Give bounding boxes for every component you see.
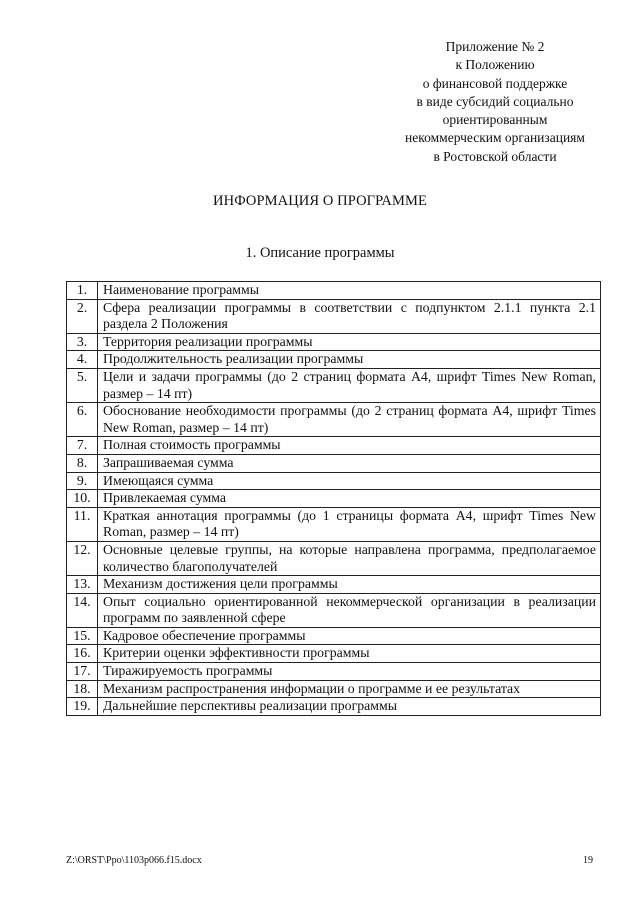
row-number: 10. — [67, 490, 98, 508]
row-description: Территория реализации программы — [98, 333, 601, 351]
table-row — [67, 299, 601, 333]
row-number: 13. — [67, 576, 98, 594]
row-description: Наименование программы — [98, 282, 601, 300]
row-description: Механизм достижения цели программы — [98, 576, 601, 594]
row-description: Краткая аннотация программы (до 1 страницы формата А4, шрифт Times New Roman, размер – 14 пт) — [98, 507, 601, 541]
table-row — [67, 333, 601, 351]
table-row — [67, 282, 601, 300]
table-row — [67, 507, 601, 541]
table-row — [67, 663, 601, 681]
row-description: Продолжительность реализации программы — [98, 351, 601, 369]
row-description: Основные целевые группы, на которые направлена программа, предполагаемое количество благополучателей — [98, 541, 601, 575]
row-number: 7. — [67, 437, 98, 455]
table-row — [67, 437, 601, 455]
row-number: 8. — [67, 454, 98, 472]
row-description: Полная стоимость программы — [98, 437, 601, 455]
row-description: Привлекаемая сумма — [98, 490, 601, 508]
row-description: Цели и задачи программы (до 2 страниц формата А4, шрифт Times New Roman, размер – 14 пт) — [98, 368, 601, 402]
appendix-header-line: о финансовой поддержке — [422, 75, 568, 91]
row-number: 15. — [67, 627, 98, 645]
row-description: Механизм распространения информации о программе и ее результатах — [98, 680, 601, 698]
row-number: 17. — [67, 663, 98, 681]
table-row — [67, 368, 601, 402]
table-row — [67, 627, 601, 645]
table-row — [67, 698, 601, 716]
row-number: 11. — [67, 507, 98, 541]
row-description: Сфера реализации программы в соответствии с подпунктом 2.1.1 пункта 2.1 раздела 2 Положения — [98, 299, 601, 333]
row-number: 6. — [67, 403, 98, 437]
row-number: 18. — [67, 680, 98, 698]
row-description: Опыт социально ориентированной некоммерческой организации в реализации программ по заявленной сфере — [98, 593, 601, 627]
row-number: 5. — [67, 368, 98, 402]
row-description: Обоснование необходимости программы (до 2 страниц формата А4, шрифт Times New Roman, размер – 14 пт) — [98, 403, 601, 437]
appendix-header-line: к Положению — [455, 57, 535, 73]
table-row — [67, 351, 601, 369]
row-description: Критерии оценки эффективности программы — [98, 645, 601, 663]
table-row — [67, 680, 601, 698]
document-title: ИНФОРМАЦИЯ О ПРОГРАММЕ — [213, 193, 427, 209]
table-row — [67, 576, 601, 594]
section-title: 1. Описание программы — [245, 245, 395, 261]
row-number: 19. — [67, 698, 98, 716]
table-row — [67, 454, 601, 472]
table-row — [67, 541, 601, 575]
row-description: Дальнейшие перспективы реализации программы — [98, 698, 601, 716]
table-row — [67, 472, 601, 490]
footer-file-path: Z:\ORST\Ppo\1103p066.f15.docx — [66, 855, 202, 866]
appendix-header-line: Приложение № 2 — [445, 39, 545, 54]
row-number: 16. — [67, 645, 98, 663]
row-number: 14. — [67, 593, 98, 627]
program-description-table — [66, 281, 601, 716]
page-number: 19 — [583, 855, 593, 866]
row-number: 12. — [67, 541, 98, 575]
table-row — [67, 593, 601, 627]
appendix-header — [380, 38, 610, 166]
table-row — [67, 403, 601, 437]
row-number: 4. — [67, 351, 98, 369]
appendix-header-line: в виде субсидий социально — [416, 93, 574, 109]
row-number: 3. — [67, 333, 98, 351]
row-description: Тиражируемость программы — [98, 663, 601, 681]
row-number: 9. — [67, 472, 98, 490]
appendix-header-line: в Ростовской области — [433, 148, 557, 164]
appendix-header-line: некоммерческим организациям — [405, 130, 585, 146]
row-description: Запрашиваемая сумма — [98, 454, 601, 472]
row-description: Кадровое обеспечение программы — [98, 627, 601, 645]
row-number: 1. — [67, 282, 98, 300]
row-number: 2. — [67, 299, 98, 333]
table-row — [67, 645, 601, 663]
appendix-header-line: ориентированным — [442, 112, 548, 128]
table-row — [67, 490, 601, 508]
row-description: Имеющаяся сумма — [98, 472, 601, 490]
